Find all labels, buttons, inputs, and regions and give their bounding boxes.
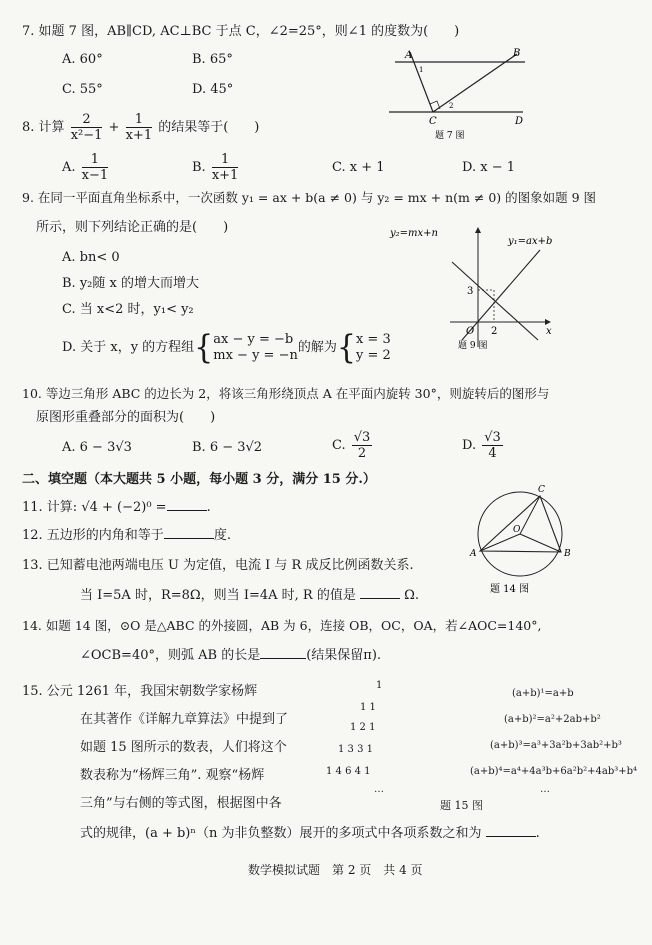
q8-suffix: 的结果等于( ) [158,120,260,135]
q8-a-num: 1 [82,152,109,168]
q14-line1: 14. 如题 14 图，⊙O 是△ABC 的外接圆，AB 为 6，连接 OB，OC，OA，若∠AOC=140°, [22,618,542,633]
q8-f1-num: 2 [71,112,103,128]
q11-end: . [206,500,211,515]
q15-line5: 三角”与右侧的等式图，根据图中各 [80,796,282,811]
q12 [22,528,231,544]
q12-end: 度. [213,528,231,543]
q10-d-label: D. [462,438,477,453]
q8-option-b [192,152,240,184]
formula-5: … [540,784,550,795]
q9-option-c: C. 当 x<2 时，y₁< y₂ [62,302,194,317]
q7-stem: 7. 如题 7 图，AB∥CD, AC⊥BC 于点 C，∠2=25°，则∠1 的度数为( ) [22,24,460,39]
q8-f2-den: x+1 [125,128,153,143]
q15-caption: 题 15 图 [440,799,483,812]
q9-figure [390,222,570,352]
q14-line2 [80,648,381,664]
q9-fig-2: 2 [491,326,498,337]
page-footer: 数学模拟试题 第 2 页 共 4 页 [248,863,423,877]
q9-d-eq2: mx − y = −n [213,347,298,363]
q8-b-label: B. [192,160,206,175]
q7-angle-2: 2 [449,102,454,110]
q7-option-b: B. 65° [192,52,233,67]
q14-figure [468,482,578,597]
q8-stem [22,112,259,144]
q14-label-c: C [538,485,545,495]
q11-text: 11. 计算: √4 + (−2)⁰ = [22,500,167,515]
q8-plus: + [108,120,120,135]
q8-b-den: x+1 [211,168,239,183]
q9-d-brace-1: { [194,327,214,367]
q13-line2 [80,588,419,604]
q7-figure [385,40,535,140]
q8-a-label: A. [62,160,76,175]
q15-text: 式的规律，(a + b)ⁿ（n 为非负整数）展开的多项式中各项系数之和为 [80,826,482,841]
q8-a-fraction [82,152,109,183]
q10-stem-line1: 10. 等边三角形 ABC 的边长为 2，将该三角形绕顶点 A 在平面内旋转 30°，则旋转后的图形与 [22,386,550,401]
formula-3: (a+b)³=a³+3a²b+3ab²+b³ [490,740,622,751]
q10-c-num: √3 [353,430,371,445]
q13-text: 当 I=5A 时，R=8Ω，则当 I=4A 时, R 的值是 [80,588,356,603]
q11-blank [167,510,207,511]
q9-fig-y1: y₁=ax+b [508,236,553,247]
q8-f2-num: 1 [126,112,153,128]
q7-label-d: D [515,116,524,127]
q14-label-b: B [564,549,571,559]
q8-option-a [62,152,110,184]
q7-caption: 题 7 图 [435,131,465,141]
q14-caption: 题 14 图 [490,584,530,595]
q9-option-a: A. bn< 0 [62,250,120,265]
q8-b-fraction [212,152,239,183]
q9-fig-origin: O [466,326,475,337]
q9-fig-x: x [546,326,552,337]
q10-c-label: C. [332,438,346,453]
q10-option-c [332,430,374,462]
q8-fraction-1 [71,112,103,143]
q8-prefix: 8. 计算 [22,120,65,135]
q14-text: ∠OCB=40°，则弧 AB 的长是 [80,648,261,663]
triangle-row-2: 1 1 [360,702,376,713]
q7-option-d: D. 45° [192,82,234,97]
q9-d-brace-2: { [336,327,356,367]
q15-blank [486,836,536,837]
q8-f1-den: x²−1 [70,128,103,143]
q9-stem-line1: 9. 在同一平面直角坐标系中，一次函数 y₁ = ax + b(a ≠ 0) 与 y₂ = mx + n(m ≠ 0) 的图象如题 9 图 [22,190,597,205]
q8-fraction-2 [126,112,153,143]
q9-d-prefix: D. 关于 x，y 的方程组 [62,340,195,355]
q13-line1: 13. 已知蓄电池两端电压 U 为定值，电流 I 与 R 成反比例函数关系. [22,558,414,573]
q9-option-d [62,327,391,367]
q10-option-a: A. 6 − 3√3 [62,440,132,455]
q7-label-b: B [513,48,521,59]
q10-d-den: 4 [488,446,497,461]
q8-b-num: 1 [212,152,239,168]
q14-label-a: A [470,549,477,559]
q15-line4: 数表称为“杨辉三角”. 观察“杨辉 [80,768,265,783]
q8-a-den: x−1 [81,168,109,183]
q15-end: . [535,826,540,841]
q10-c-fraction [352,430,373,461]
q15-line6 [80,826,540,842]
q12-blank [164,538,214,539]
q11 [22,500,211,516]
q10-option-d [462,430,505,462]
q7-option-a: A. 60° [62,52,103,67]
q10-d-fraction [482,430,503,461]
q7-option-c: C. 55° [62,82,103,97]
q9-fig-y2: y₂=mx+n [390,228,438,239]
q9-d-system [213,332,298,364]
q10-option-b: B. 6 − 3√2 [192,440,263,455]
q9-d-sol1: x = 3 [355,331,391,347]
q7-label-c: C [429,116,437,127]
q13-blank [360,598,400,599]
triangle-row-3: 1 2 1 [350,722,376,733]
section-2-heading: 二、填空题（本大题共 5 小题，每小题 3 分，满分 15 分.） [22,472,376,487]
q9-d-eq1: ax − y = −b [213,331,294,347]
q10-stem-line2: 原图形重叠部分的面积为( ) [36,410,216,425]
q15-line2: 在其著作《详解九章算法》中提到了 [80,712,289,727]
formula-1: (a+b)¹=a+b [512,688,574,699]
q9-d-sol2: y = 2 [355,347,391,363]
q10-d-num: √3 [484,430,501,445]
q12-text: 12. 五边形的内角和等于 [22,528,164,543]
formula-4: (a+b)⁴=a⁴+4a³b+6a²b²+4ab³+b⁴ [470,766,638,777]
q9-fig-3: 3 [467,286,474,297]
q8-option-c: C. x + 1 [332,160,385,175]
q7-label-a: A [405,50,413,61]
q9-caption: 题 9 图 [458,341,488,351]
q7-angle-1: 1 [419,66,424,74]
q10-c-den: 2 [357,446,367,461]
q9-d-mid: 的解为 [297,340,337,355]
q15-line1: 15. 公元 1261 年，我国宋朝数学家杨辉 [22,684,258,699]
q9-stem-line2: 所示，则下列结论正确的是( ) [36,220,229,235]
q14-blank [260,658,306,659]
triangle-row-1: 1 [376,680,383,691]
q14-label-o: O [513,525,521,535]
formula-2: (a+b)²=a²+2ab+b² [504,714,601,725]
triangle-row-6: … [374,784,384,795]
triangle-row-4: 1 3 3 1 [338,744,373,755]
q9-option-b: B. y₂随 x 的增大而增大 [62,276,199,291]
q9-d-solution [356,332,391,364]
q15-line3: 如题 15 图所示的数表，人们将这个 [80,740,287,755]
q8-option-d: D. x − 1 [462,160,515,175]
triangle-row-5: 1 4 6 4 1 [326,766,371,777]
q14-end: (结果保留π). [306,648,382,663]
q13-end: Ω. [404,588,420,603]
